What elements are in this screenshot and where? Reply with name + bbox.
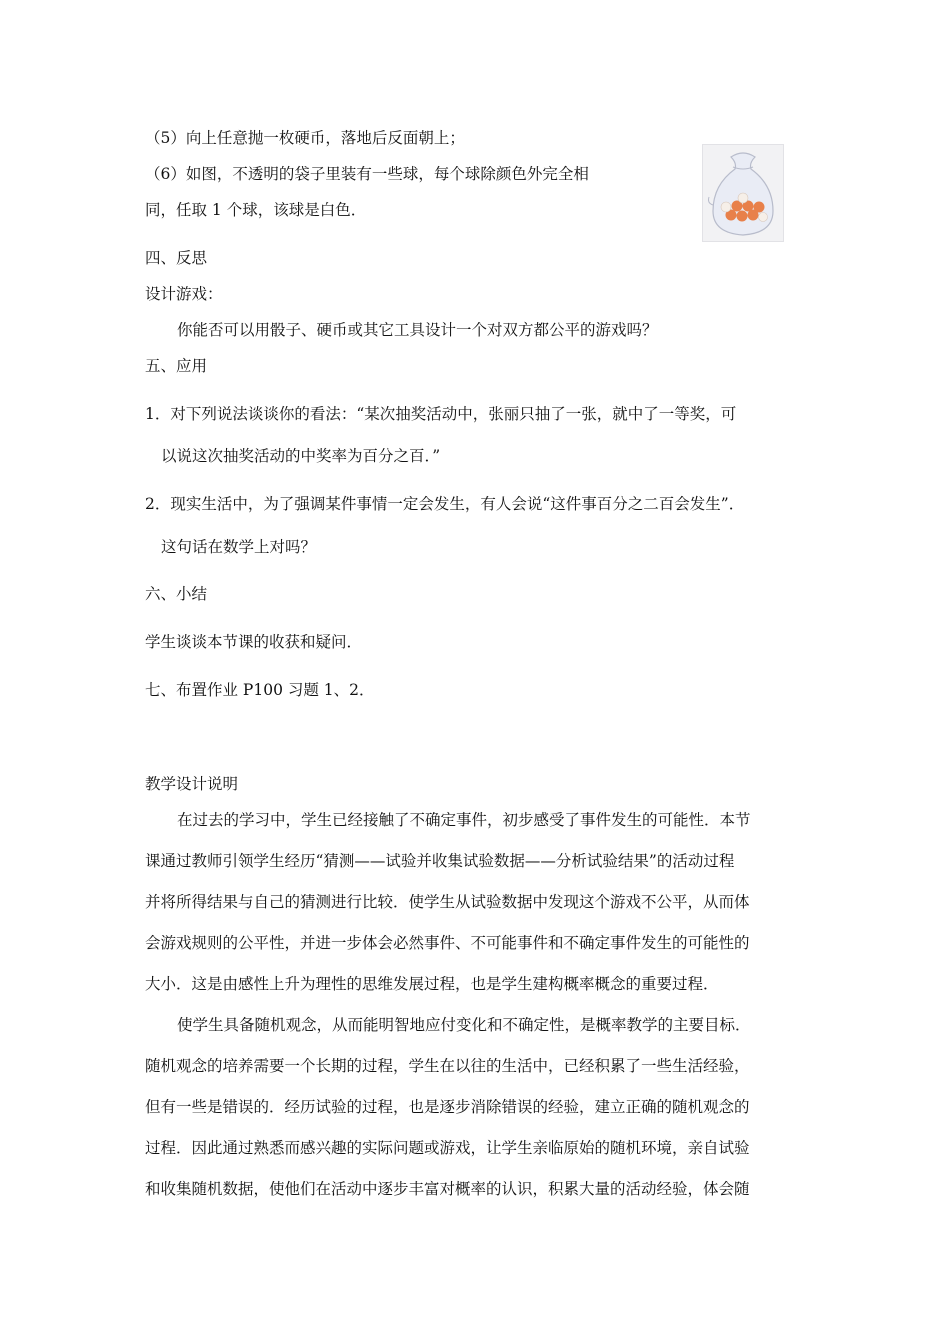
bag-icon (703, 145, 783, 241)
design-notes-para2-line: 和收集随机数据，使他们在活动中逐步丰富对概率的认识，积累大量的活动经验，体会随 (145, 1180, 750, 1198)
design-notes-para2-line: 使学生具备随机观念，从而能明智地应付变化和不确定性，是概率教学的主要目标． (177, 1016, 751, 1034)
design-notes-para1-line: 课通过教师引领学生经历“猜测——试验并收集试验数据——分析试验结果”的活动过程 (145, 852, 735, 870)
summary-text: 学生谈谈本节课的收获和疑问． (145, 633, 363, 651)
summary-heading: 六、小结 (145, 585, 208, 603)
item-5-text: （5）向上任意抛一枚硬币，落地后反面朝上； (145, 129, 465, 147)
design-notes-para2-line: 但有一些是错误的．经历试验的过程，也是逐步消除错误的经验，建立正确的随机观念的 (145, 1098, 750, 1116)
reflection-heading: 四、反思 (145, 249, 208, 267)
design-notes-para1-line: 并将所得结果与自己的猜测进行比较．使学生从试验数据中发现这个游戏不公平，从而体 (145, 893, 750, 911)
item-6-text-line2: 同，任取 1 个球，该球是白色． (145, 201, 367, 219)
item-6-text-line1: （6）如图，不透明的袋子里装有一些球，每个球除颜色外完全相 (145, 165, 589, 183)
design-notes-para1-line: 在过去的学习中，学生已经接触了不确定事件，初步感受了事件发生的可能性．本节 (177, 811, 751, 829)
design-notes-title: 教学设计说明 (145, 775, 239, 793)
application-q1-line1: 1．对下列说法谈谈你的看法：“某次抽奖活动中，张丽只抽了一张，就中了一等奖，可 (145, 405, 737, 423)
bag-of-balls-figure (702, 144, 784, 242)
homework-text: 七、布置作业 P100 习题 1、2． (145, 681, 375, 699)
design-notes-para1-line: 大小．这是由感性上升为理性的思维发展过程，也是学生建构概率概念的重要过程． (145, 975, 719, 993)
reflection-subheading: 设计游戏： (145, 285, 223, 303)
application-q1-line2: 以说这次抽奖活动的中奖率为百分之百．” (161, 447, 441, 465)
application-q2-line2: 这句话在数学上对吗？ (161, 538, 317, 556)
application-heading: 五、应用 (145, 357, 208, 375)
design-notes-para1-line: 会游戏规则的公平性，并进一步体会必然事件、不可能事件和不确定事件发生的可能性的 (145, 934, 750, 952)
design-notes-para2-line: 随机观念的培养需要一个长期的过程，学生在以往的生活中，已经积累了一些生活经验， (145, 1057, 750, 1075)
design-notes-para2-line: 过程．因此通过熟悉而感兴趣的实际问题或游戏，让学生亲临原始的随机环境，亲自试验 (145, 1139, 750, 1157)
application-q2-line1: 2．现实生活中，为了强调某件事情一定会发生，有人会说“这件事百分之二百会发生”． (145, 495, 745, 513)
reflection-question: 你能否可以用骰子、硬币或其它工具设计一个对双方都公平的游戏吗？ (177, 321, 658, 339)
